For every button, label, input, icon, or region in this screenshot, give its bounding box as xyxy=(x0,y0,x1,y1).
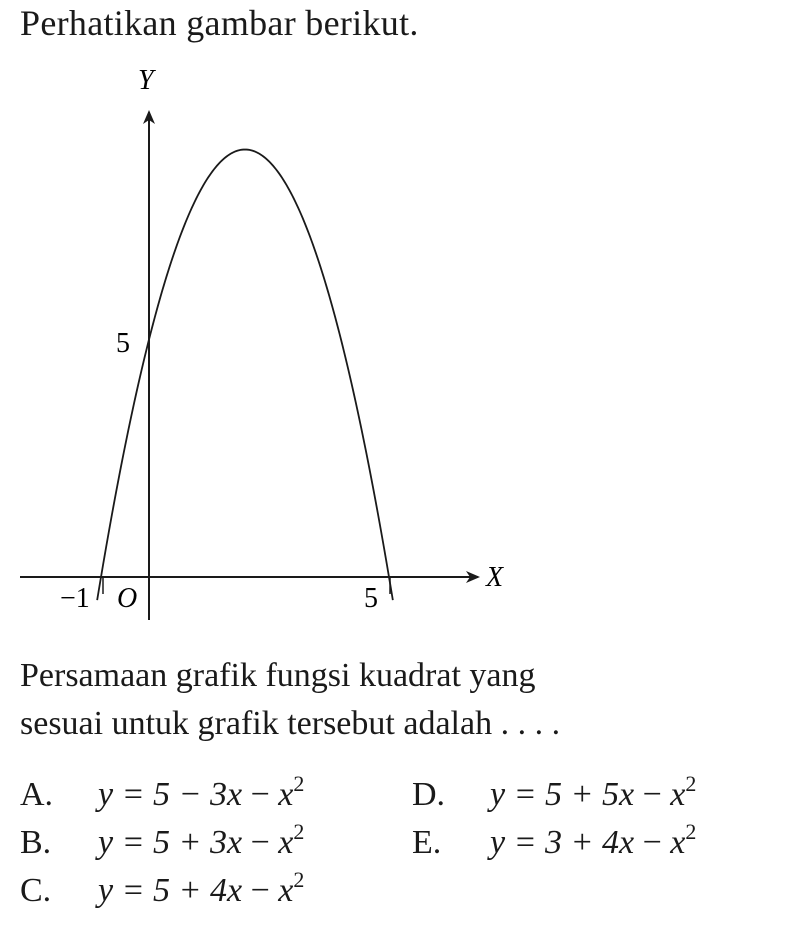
option-x: x xyxy=(226,824,243,861)
option-pre: y = 5 − 3 xyxy=(98,776,227,813)
option-exp: 2 xyxy=(293,819,305,844)
option-letter: E. xyxy=(412,824,442,861)
option-post: − xyxy=(242,872,279,909)
option-e[interactable] xyxy=(412,819,697,862)
question-line-2: sesuai untuk grafik tersebut adalah . . . . xyxy=(20,705,561,742)
option-post: − xyxy=(634,776,671,813)
option-x2: x xyxy=(278,776,294,813)
option-x2: x xyxy=(278,872,294,909)
option-d[interactable] xyxy=(412,771,697,814)
option-post: − xyxy=(242,824,279,861)
origin-label: O xyxy=(117,583,138,614)
option-pre: y = 5 + 4 xyxy=(98,872,227,909)
option-pre: y = 5 + 5 xyxy=(490,776,619,813)
option-c[interactable] xyxy=(20,867,305,910)
option-x2: x xyxy=(670,824,686,861)
option-b[interactable] xyxy=(20,819,305,862)
y-axis-label: Y xyxy=(138,65,154,96)
option-x: x xyxy=(618,776,635,813)
option-post: − xyxy=(242,776,279,813)
parabola-curve xyxy=(97,150,393,601)
option-letter: C. xyxy=(20,872,52,909)
option-a[interactable] xyxy=(20,771,305,814)
option-exp: 2 xyxy=(293,867,305,892)
option-pre: y = 3 + 4 xyxy=(490,824,619,861)
option-letter: D. xyxy=(412,776,446,813)
option-x: x xyxy=(226,872,243,909)
intro-text: Perhatikan gambar berikut. xyxy=(20,3,419,43)
option-x: x xyxy=(226,776,243,813)
option-x2: x xyxy=(670,776,686,813)
option-x: x xyxy=(618,824,635,861)
option-letter: A. xyxy=(20,776,54,813)
option-exp: 2 xyxy=(685,819,697,844)
question-line-1: Persamaan grafik fungsi kuadrat yang xyxy=(20,657,536,694)
option-exp: 2 xyxy=(685,771,697,796)
option-letter: B. xyxy=(20,824,52,861)
tick-label-x-five: 5 xyxy=(364,583,378,614)
option-pre: y = 5 + 3 xyxy=(98,824,227,861)
option-exp: 2 xyxy=(293,771,305,796)
option-post: − xyxy=(634,824,671,861)
tick-label-x-minus-one: −1 xyxy=(60,583,90,614)
option-x2: x xyxy=(278,824,294,861)
question-text xyxy=(20,652,560,748)
tick-label-y-five: 5 xyxy=(116,328,130,359)
x-axis-label: X xyxy=(486,562,504,593)
